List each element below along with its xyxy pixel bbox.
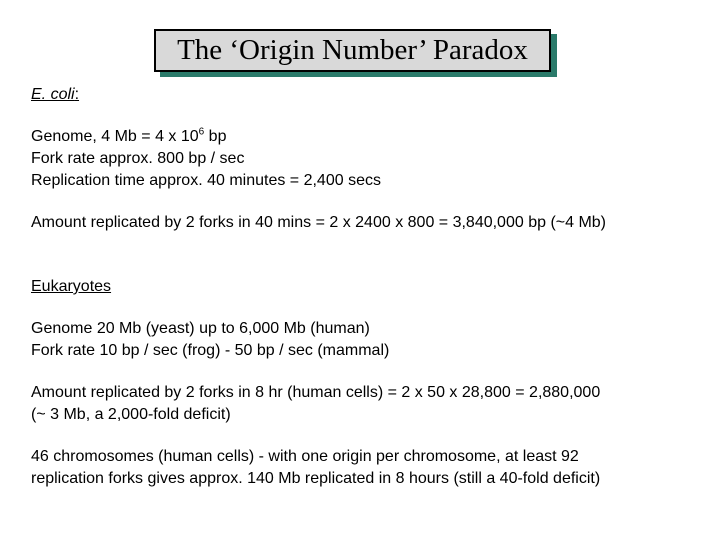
eukaryotes-heading: Eukaryotes — [31, 278, 112, 295]
eukaryotes-genome: Genome 20 Mb (yeast) up to 6,000 Mb (human) — [31, 320, 370, 337]
ecoli-heading-name: E. coli — [31, 86, 75, 103]
ecoli-heading — [31, 84, 711, 106]
ecoli-replication-time: Replication time approx. 40 minutes = 2,400 secs — [31, 172, 381, 189]
ecoli-genome-suffix: bp — [204, 128, 227, 145]
slide-content — [31, 84, 711, 490]
eukaryotes-amount-line2: (~ 3 Mb, a 2,000-fold deficit) — [31, 406, 231, 423]
eukaryotes-fork-rate: Fork rate 10 bp / sec (frog) - 50 bp / sec (mammal) — [31, 342, 390, 359]
eukaryotes-chromosomes-line2: replication forks gives approx. 140 Mb replicated in 8 hours (still a 40-fold deficit) — [31, 470, 601, 487]
ecoli-amount: Amount replicated by 2 forks in 40 mins = 2 x 2400 x 800 = 3,840,000 bp (~4 Mb) — [31, 214, 607, 231]
title-box — [154, 29, 551, 72]
ecoli-genome — [31, 126, 711, 148]
page-title: The ‘Origin Number’ Paradox — [177, 34, 528, 66]
eukaryotes-amount-line1: Amount replicated by 2 forks in 8 hr (human cells) = 2 x 50 x 28,800 = 2,880,000 — [31, 384, 601, 401]
ecoli-genome-prefix: Genome, 4 Mb = 4 x 10 — [31, 128, 199, 145]
ecoli-genome-exponent: 6 — [198, 126, 205, 138]
ecoli-fork-rate: Fork rate approx. 800 bp / sec — [31, 150, 245, 167]
ecoli-heading-colon: : — [74, 86, 80, 103]
eukaryotes-chromosomes-line1: 46 chromosomes (human cells) - with one origin per chromosome, at least 92 — [31, 448, 579, 465]
